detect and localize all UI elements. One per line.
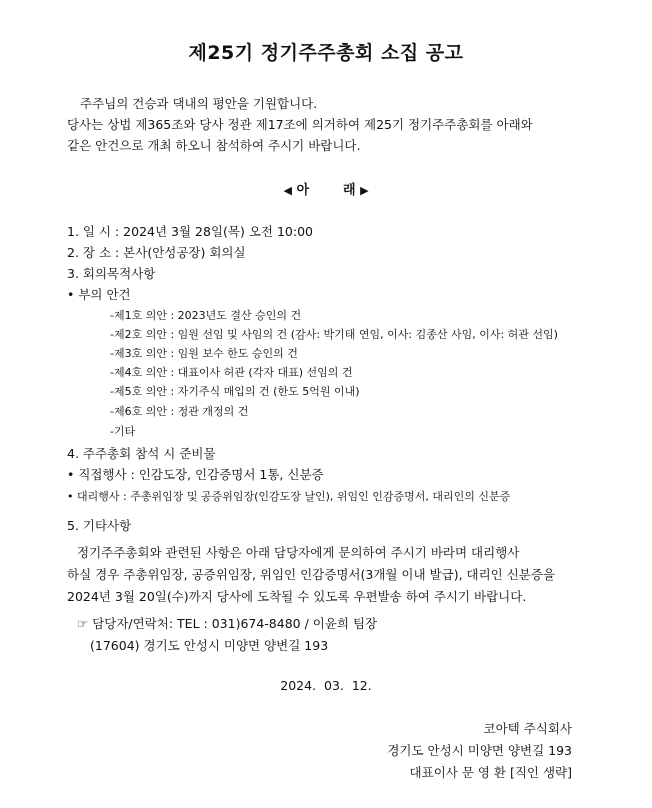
agenda-heading bbox=[0, 179, 652, 198]
contact-address: (17604) 경기도 안성시 미양면 양변길 193 bbox=[90, 638, 329, 653]
agenda-item-2: -제2호 의안 : 임원 선임 및 사임의 건 (감사: 박기태 연임, 이사: 김종산 사임, 이사: 허관 선임) bbox=[110, 328, 558, 341]
contact-phone-text: 담당자/연락처: TEL : 031)674-8480 / 이윤희 팀장 bbox=[92, 616, 378, 631]
pointing-hand-icon: ☞ bbox=[77, 616, 89, 631]
intro-text-line-3: 같은 안건으로 개최 하오니 참석하여 주시기 바랍니다. bbox=[67, 138, 361, 153]
intro-text-line-2: 당사는 상법 제365조와 당사 정관 제17조에 의거하여 제25기 정기주주총회를 아래와 bbox=[67, 117, 533, 132]
section-datetime: 1. 일 시 : 2024년 3월 28일(목) 오전 10:00 bbox=[67, 224, 313, 239]
agenda-item-6: -제6호 의안 : 정관 개정의 건 bbox=[110, 405, 249, 418]
agenda-item-4: -제4호 의안 : 대표이사 허관 (각자 대표) 선임의 건 bbox=[110, 366, 353, 379]
agenda-subheading: • 부의 안건 bbox=[67, 287, 131, 302]
other-text-line-2: 하실 경우 주총위임장, 공증위임장, 위임인 인감증명서(3개월 이내 발급), 대리인 신분증을 bbox=[67, 567, 556, 582]
triangle-left-icon: ◀ bbox=[283, 184, 292, 197]
agenda-item-5: -제5호 의안 : 자기주식 매입의 건 (한도 5억원 이내) bbox=[110, 385, 360, 398]
ceo-signature: 대표이사 문 영 환 [직인 생략] bbox=[409, 765, 572, 780]
section-other-title: 5. 기타사항 bbox=[67, 518, 132, 533]
section-preparation-title: 4. 주주총회 참석 시 준비물 bbox=[67, 446, 216, 461]
other-text-line-1: 정기주주총회와 관련된 사항은 아래 담당자에게 문의하여 주시기 바라며 대리행사 bbox=[77, 545, 520, 560]
contact-line-1 bbox=[77, 614, 377, 632]
notice-date: 2024. 03. 12. bbox=[280, 678, 372, 693]
agenda-item-3: -제3호 의안 : 임원 보수 한도 승인의 건 bbox=[110, 347, 298, 360]
other-text-line-3: 2024년 3월 20일(수)까지 당사에 도착될 수 있도록 우편발송 하여 주시기 바랍니다. bbox=[67, 589, 527, 604]
agenda-item-7: -기타 bbox=[110, 425, 136, 438]
prep-direct: • 직접행사 : 인감도장, 인감증명서 1통, 신분증 bbox=[67, 467, 324, 482]
company-name: 코아텍 주식회사 bbox=[483, 721, 572, 736]
intro-greeting: 주주님의 건승과 댁내의 평안을 기원합니다. bbox=[80, 96, 318, 111]
agenda-heading-word-2: 래 bbox=[343, 183, 356, 198]
triangle-right-icon: ▶ bbox=[360, 184, 369, 197]
notice-title: 제25기 정기주주총회 소집 공고 bbox=[188, 42, 464, 64]
section-agenda-title: 3. 회의목적사항 bbox=[67, 266, 156, 281]
agenda-heading-word-1: 아 bbox=[296, 183, 309, 198]
agenda-item-1: -제1호 의안 : 2023년도 결산 승인의 건 bbox=[110, 309, 302, 322]
company-address: 경기도 안성시 미양면 양변길 193 bbox=[387, 743, 572, 758]
prep-proxy: • 대리행사 : 주총위임장 및 공증위임장(인감도장 날인), 위임인 인감증명서, 대리인의 신분증 bbox=[67, 490, 511, 503]
section-location: 2. 장 소 : 본사(안성공장) 회의실 bbox=[67, 245, 246, 260]
